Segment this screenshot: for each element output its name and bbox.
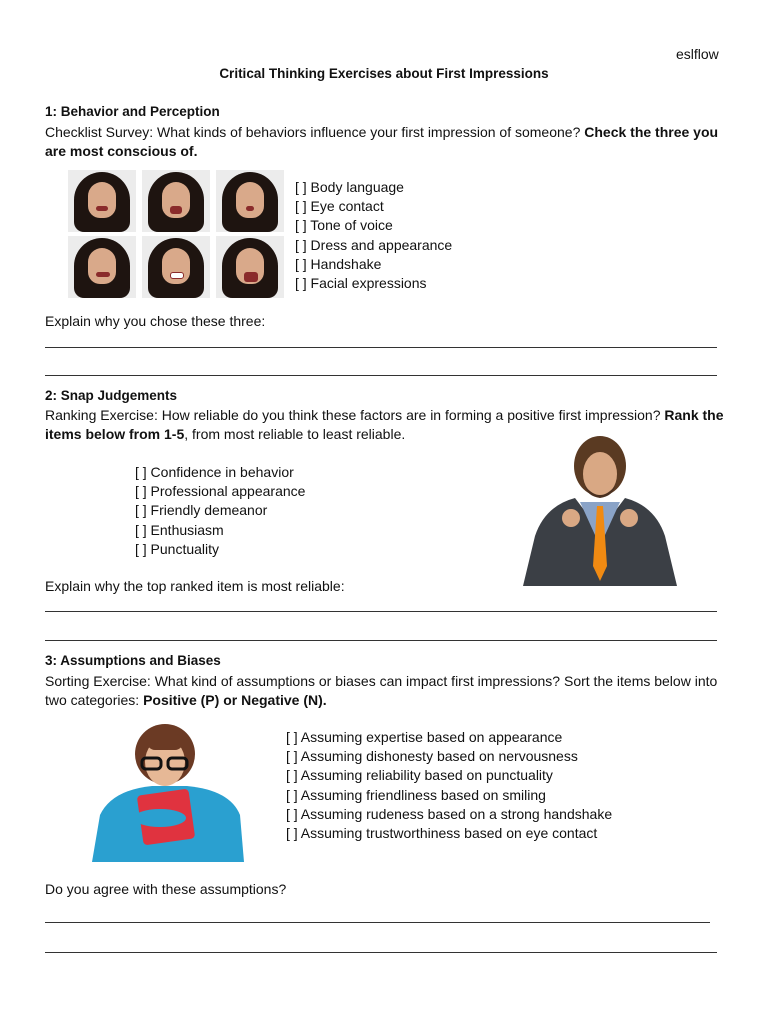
face-photo (216, 236, 284, 298)
section1-prompt-text: Checklist Survey: What kinds of behaviors influence your first impression of someone? (45, 124, 585, 140)
answer-line[interactable] (45, 952, 717, 953)
section3-prompt-bold: Positive (P) or Negative (N). (143, 692, 327, 708)
section3-heading: 3: Assumptions and Biases (45, 653, 221, 668)
answer-line[interactable] (45, 922, 710, 923)
sorting-item[interactable]: [ ] Assuming rudeness based on a strong handshake (286, 805, 613, 822)
sorting-item[interactable]: [ ] Assuming trustworthiness based on eye contact (286, 825, 598, 842)
sorting-item[interactable]: [ ] Assuming dishonesty based on nervousness (286, 748, 578, 765)
section3-question: Do you agree with these assumptions? (45, 881, 287, 897)
section2-heading: 2: Snap Judgements (45, 388, 178, 403)
face-photo (142, 236, 210, 298)
nervous-woman-photo (72, 720, 270, 862)
section2-question: Explain why the top ranked item is most reliable: (45, 578, 345, 594)
section1-heading: 1: Behavior and Perception (45, 104, 220, 119)
section2-prompt-bold: Rank the items below from 1-5 (45, 407, 724, 442)
section1-question: Explain why you chose these three: (45, 313, 266, 329)
section3-prompt-text: Sorting Exercise: What kind of assumptions or biases can impact first impressions? Sort the items below into two categories: (45, 673, 718, 708)
sorting-item[interactable]: [ ] Assuming expertise based on appearance (286, 729, 563, 745)
brand-name: eslflow (676, 46, 719, 62)
sorting-item[interactable]: [ ] Assuming friendliness based on smiling (286, 786, 546, 803)
ranking-item[interactable]: [ ] Friendly demeanor (135, 502, 268, 519)
checklist-item[interactable]: [ ] Facial expressions (295, 275, 427, 292)
section1-prompt-bold: Check the three you are most conscious of. (45, 124, 719, 159)
checklist-item[interactable]: [ ] Eye contact (295, 198, 384, 215)
section3-sorting-list (286, 728, 612, 843)
section2-ranking-list (135, 463, 305, 559)
section3-prompt (45, 672, 725, 710)
answer-line[interactable] (45, 347, 717, 348)
face-photo (142, 170, 210, 232)
sorting-item[interactable]: [ ] Assuming reliability based on punctuality (286, 767, 553, 784)
face-photo (216, 170, 284, 232)
facial-expressions-photo-grid (68, 170, 286, 298)
confident-man-photo (505, 436, 695, 588)
section2-prompt-tail: , from most reliable to least reliable. (184, 426, 406, 442)
checklist-item[interactable]: [ ] Tone of voice (295, 217, 393, 234)
ranking-item[interactable]: [ ] Punctuality (135, 540, 220, 557)
ranking-item[interactable]: [ ] Confidence in behavior (135, 464, 294, 480)
ranking-item[interactable]: [ ] Professional appearance (135, 483, 306, 500)
answer-line[interactable] (45, 375, 717, 376)
face-photo (68, 170, 136, 232)
ranking-item[interactable]: [ ] Enthusiasm (135, 521, 224, 538)
answer-line[interactable] (45, 611, 717, 612)
answer-line[interactable] (45, 640, 717, 641)
face-photo (68, 236, 136, 298)
checklist-item[interactable]: [ ] Body language (295, 179, 404, 195)
section1-prompt (45, 123, 725, 161)
checklist-item[interactable]: [ ] Handshake (295, 255, 382, 272)
section1-checklist (295, 178, 452, 293)
checklist-item[interactable]: [ ] Dress and appearance (295, 236, 453, 253)
worksheet-title: Critical Thinking Exercises about First Impressions (219, 66, 549, 81)
section2-prompt-text: Ranking Exercise: How reliable do you think these factors are in forming a positive first impression? (45, 407, 665, 423)
